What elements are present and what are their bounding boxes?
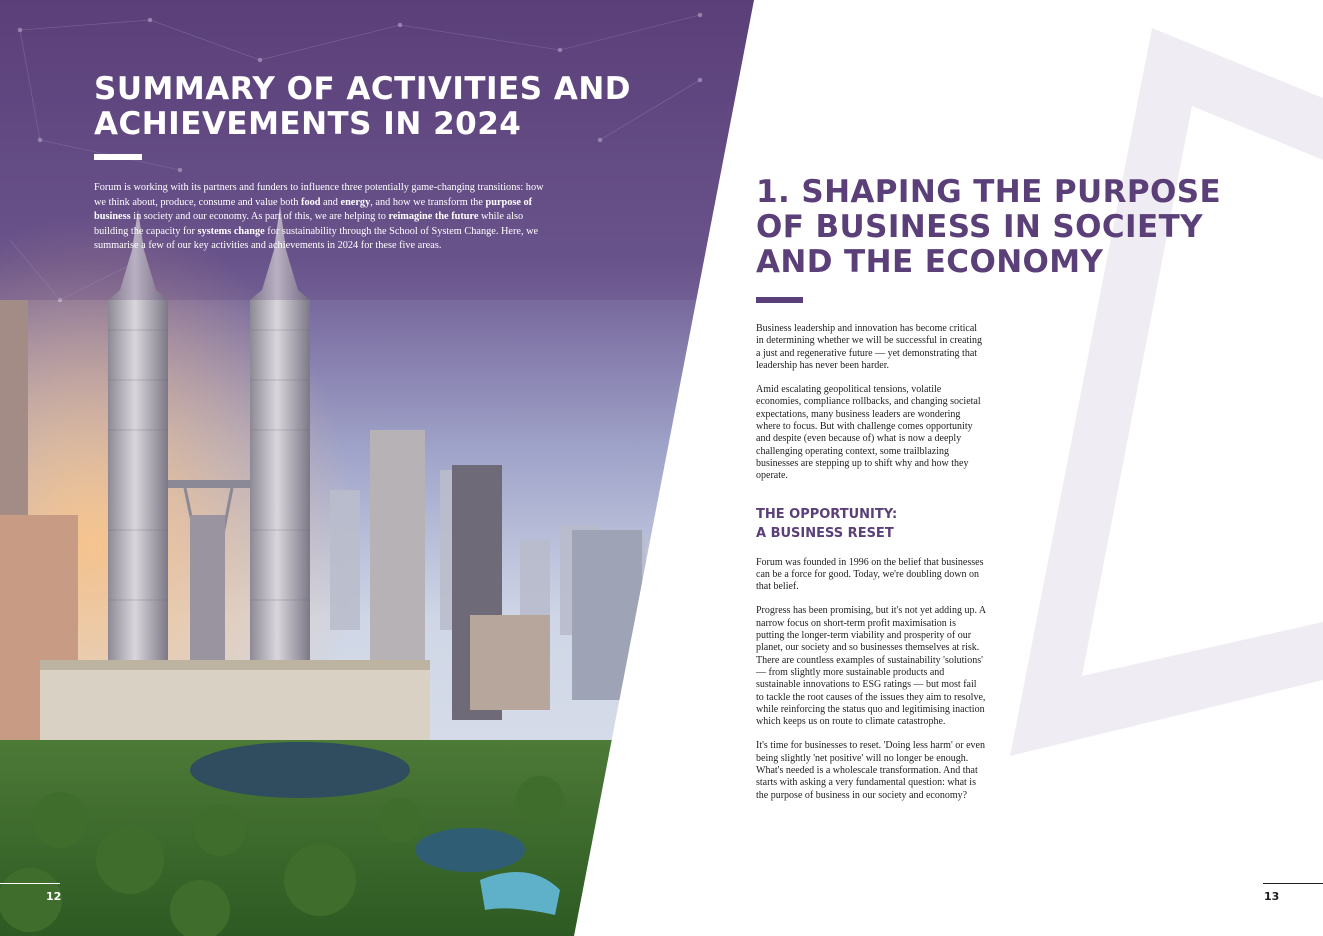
- body-paragraph: Forum was founded in 1996 on the belief that businesses can be a force for good. Today, we're doubling down on that belief.: [756, 556, 984, 593]
- page-number-left: 12: [46, 890, 62, 903]
- right-page-title: 1. SHAPING THE PURPOSE OF BUSINESS IN SOCIETY AND THE ECONOMY: [756, 174, 1222, 280]
- intro-text: for sustainability through the School of System Change. Here, we summarise a few of our key activities and achievements in 2024 for these five areas.: [94, 225, 539, 251]
- intro-emphasis: purpose of business: [94, 196, 533, 222]
- subheading-line: THE OPPORTUNITY:: [756, 506, 898, 522]
- body-paragraph: It's time for businesses to reset. 'Doing less harm' or even being slightly 'net positive' will no longer be enough. What's needed is a wholescale transformation. And that starts with asking a very fundamental question: what is the purpose of business in our society and economy?: [756, 740, 985, 801]
- intro-emphasis: energy: [340, 196, 371, 208]
- intro-emphasis: systems change: [197, 225, 265, 237]
- subheading: [756, 505, 986, 543]
- right-body-column: [756, 323, 986, 814]
- intro-text: in society and our economy. As part of this, we are helping to: [130, 211, 389, 222]
- body-paragraph: Amid escalating geopolitical tensions, volatile economies, compliance rollbacks, and changing societal expectations, many business leaders are wondering where to focus. But with challenge comes opportunity and despite (even because of) what is now a deeply challenging operating context, some trailblazing businesses are stepping up to shift why and how they operate.: [756, 384, 981, 482]
- page-number-right: 13: [1264, 890, 1280, 903]
- right-title-accent-bar: [756, 297, 803, 303]
- intro-text: , and how we transform the: [370, 196, 486, 208]
- left-intro-paragraph: [94, 181, 544, 254]
- intro-text: and: [320, 196, 341, 208]
- intro-emphasis: food: [301, 196, 321, 208]
- intro-text: Forum is working with its partners and funders to influence three potentially game-changing transitions: how we think about, produce, consume and value both: [94, 182, 544, 208]
- left-page-title: SUMMARY OF ACTIVITIES AND ACHIEVEMENTS IN 2024: [94, 71, 632, 142]
- subheading-line: A BUSINESS RESET: [756, 525, 894, 541]
- title-accent-bar: [94, 154, 142, 160]
- body-paragraph: Business leadership and innovation has become critical in determining whether we will be successful in creating a just and regenerative future — yet demonstrating that leadership has never been harder.: [756, 323, 983, 371]
- footer-rule-left: [0, 883, 60, 884]
- body-paragraph: Progress has been promising, but it's not yet adding up. A narrow focus on short-term profit maximisation is putting the longer-term viability and prosperity of our planet, our society and so businesses themselves at risk. There are countless examples of sustainability 'solutions' — from slightly more sustainable products and sustainable innovations to ESG ratings — but most fail to tackle the root causes of the issues they aim to resolve, while reinforcing the status quo and legitimising inaction which keeps us on route to climate catastrophe.: [756, 605, 986, 728]
- intro-text: while also building the capacity for: [94, 211, 524, 237]
- decorative-chevron-shape: [1000, 20, 1323, 760]
- intro-emphasis: reimagine the future: [388, 211, 479, 222]
- footer-rule-right: [1263, 883, 1323, 884]
